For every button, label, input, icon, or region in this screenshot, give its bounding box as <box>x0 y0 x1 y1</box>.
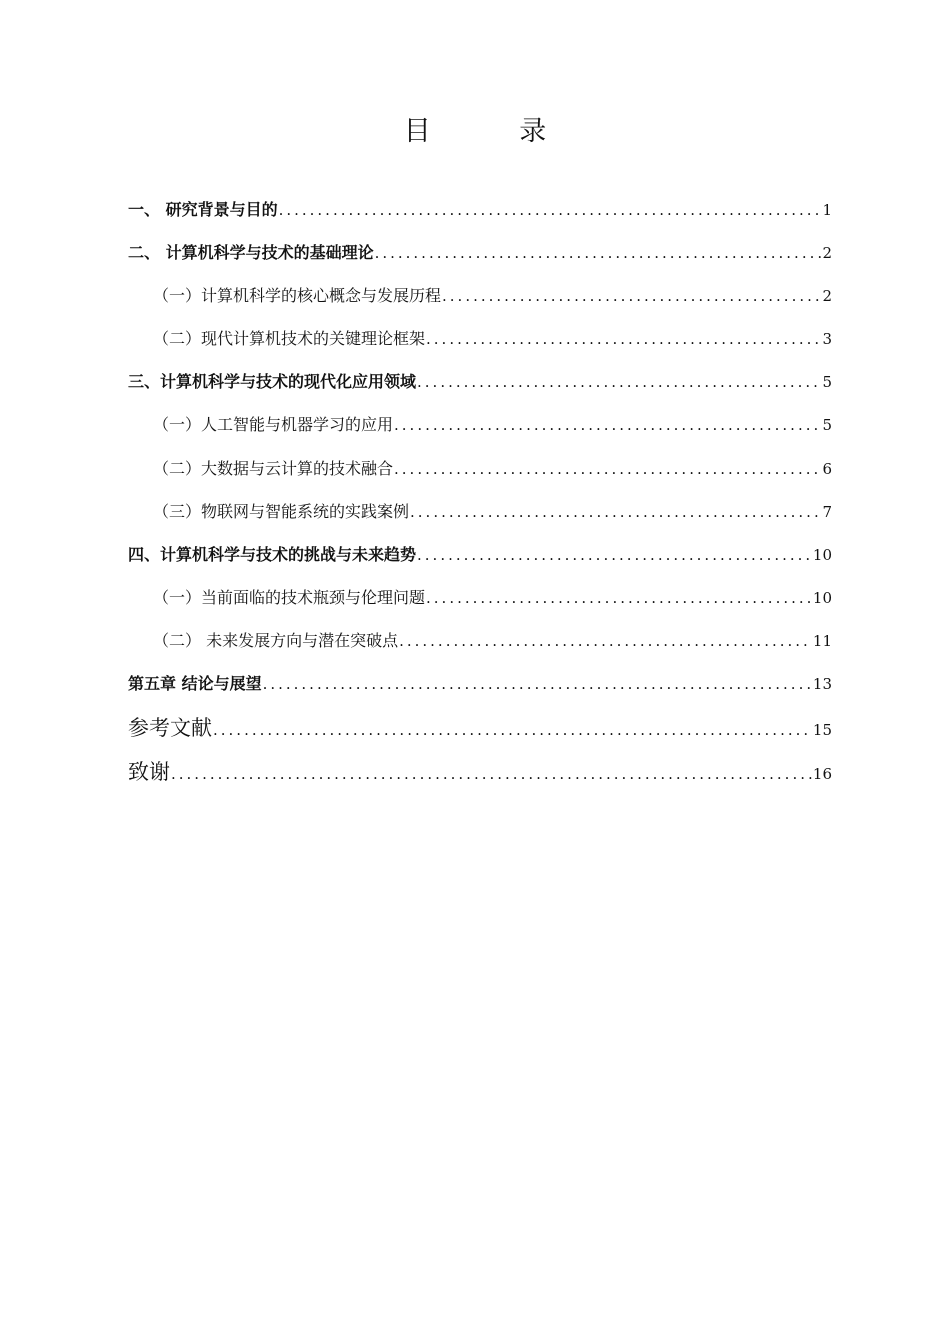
toc-entry[interactable] <box>153 412 832 435</box>
toc-leader-dots <box>442 287 821 305</box>
toc-entry-label: （一）人工智能与机器学习的应用 <box>153 415 394 434</box>
toc-entry-label: （二）现代计算机技术的关键理论框架 <box>153 329 426 348</box>
toc-entry[interactable] <box>153 585 832 608</box>
toc-entry-label: 致谢 <box>128 760 170 784</box>
toc-entry-page: 5 <box>822 416 832 434</box>
toc-leader-dots <box>399 632 812 650</box>
toc-entry-label: 一、 研究背景与目的 <box>128 200 278 219</box>
toc-entry-page: 3 <box>822 330 832 348</box>
toc-leader-dots <box>375 244 822 262</box>
toc-entry-page: 13 <box>812 675 832 693</box>
toc-entry-label: 第五章 结论与展望 <box>128 674 262 693</box>
toc-entry[interactable] <box>128 712 832 742</box>
toc-entry[interactable] <box>153 326 832 349</box>
toc-entry-label: 参考文献 <box>128 716 212 740</box>
toc-entry[interactable] <box>128 240 832 263</box>
toc-leader-dots <box>279 201 822 219</box>
toc-entry-page: 16 <box>812 765 832 783</box>
toc-entry-label: （三）物联网与智能系统的实践案例 <box>153 502 410 521</box>
toc-entry-page: 2 <box>822 244 832 262</box>
toc-entry-label: （一）当前面临的技术瓶颈与伦理问题 <box>153 588 426 607</box>
toc-entry-page: 6 <box>822 460 832 478</box>
toc-leader-dots <box>213 721 812 739</box>
toc-entry-label: （二）大数据与云计算的技术融合 <box>153 459 394 478</box>
toc-entry-page: 15 <box>812 721 832 739</box>
toc-entry[interactable] <box>128 197 832 220</box>
toc-entry-page: 7 <box>822 503 832 521</box>
toc-leader-dots <box>417 373 821 391</box>
toc-leader-dots <box>394 460 821 478</box>
toc-entry[interactable] <box>128 542 832 565</box>
toc-entry-page: 1 <box>822 201 832 219</box>
toc-entry-page: 11 <box>812 632 832 650</box>
toc-entry[interactable] <box>153 456 832 479</box>
toc-entry-page: 10 <box>812 589 832 607</box>
toc-entry-page: 10 <box>812 546 832 564</box>
toc-leader-dots <box>410 503 821 521</box>
page-title: 目 录 <box>403 116 587 147</box>
toc-leader-dots <box>426 330 821 348</box>
toc-leader-dots <box>417 546 812 564</box>
toc-entry[interactable] <box>128 369 832 392</box>
toc-entry-label: 三、计算机科学与技术的现代化应用领域 <box>128 372 417 391</box>
toc-entry-label: 二、 计算机科学与技术的基础理论 <box>128 243 374 262</box>
toc-entry[interactable] <box>153 283 832 306</box>
toc-entry[interactable] <box>153 628 832 651</box>
toc-leader-dots <box>171 765 812 783</box>
toc-entry[interactable] <box>128 756 832 786</box>
toc-entry-label: 四、计算机科学与技术的挑战与未来趋势 <box>128 545 417 564</box>
toc-entry-label: （一）计算机科学的核心概念与发展历程 <box>153 286 442 305</box>
toc-leader-dots <box>394 416 821 434</box>
toc-entry[interactable] <box>153 499 832 522</box>
toc-entry-page: 2 <box>822 287 832 305</box>
toc-entry-label: （二） 未来发展方向与潜在突破点 <box>153 631 399 650</box>
toc-entry[interactable] <box>128 671 832 694</box>
toc-leader-dots <box>426 589 812 607</box>
toc-entry-page: 5 <box>822 373 832 391</box>
toc-leader-dots <box>263 675 812 693</box>
